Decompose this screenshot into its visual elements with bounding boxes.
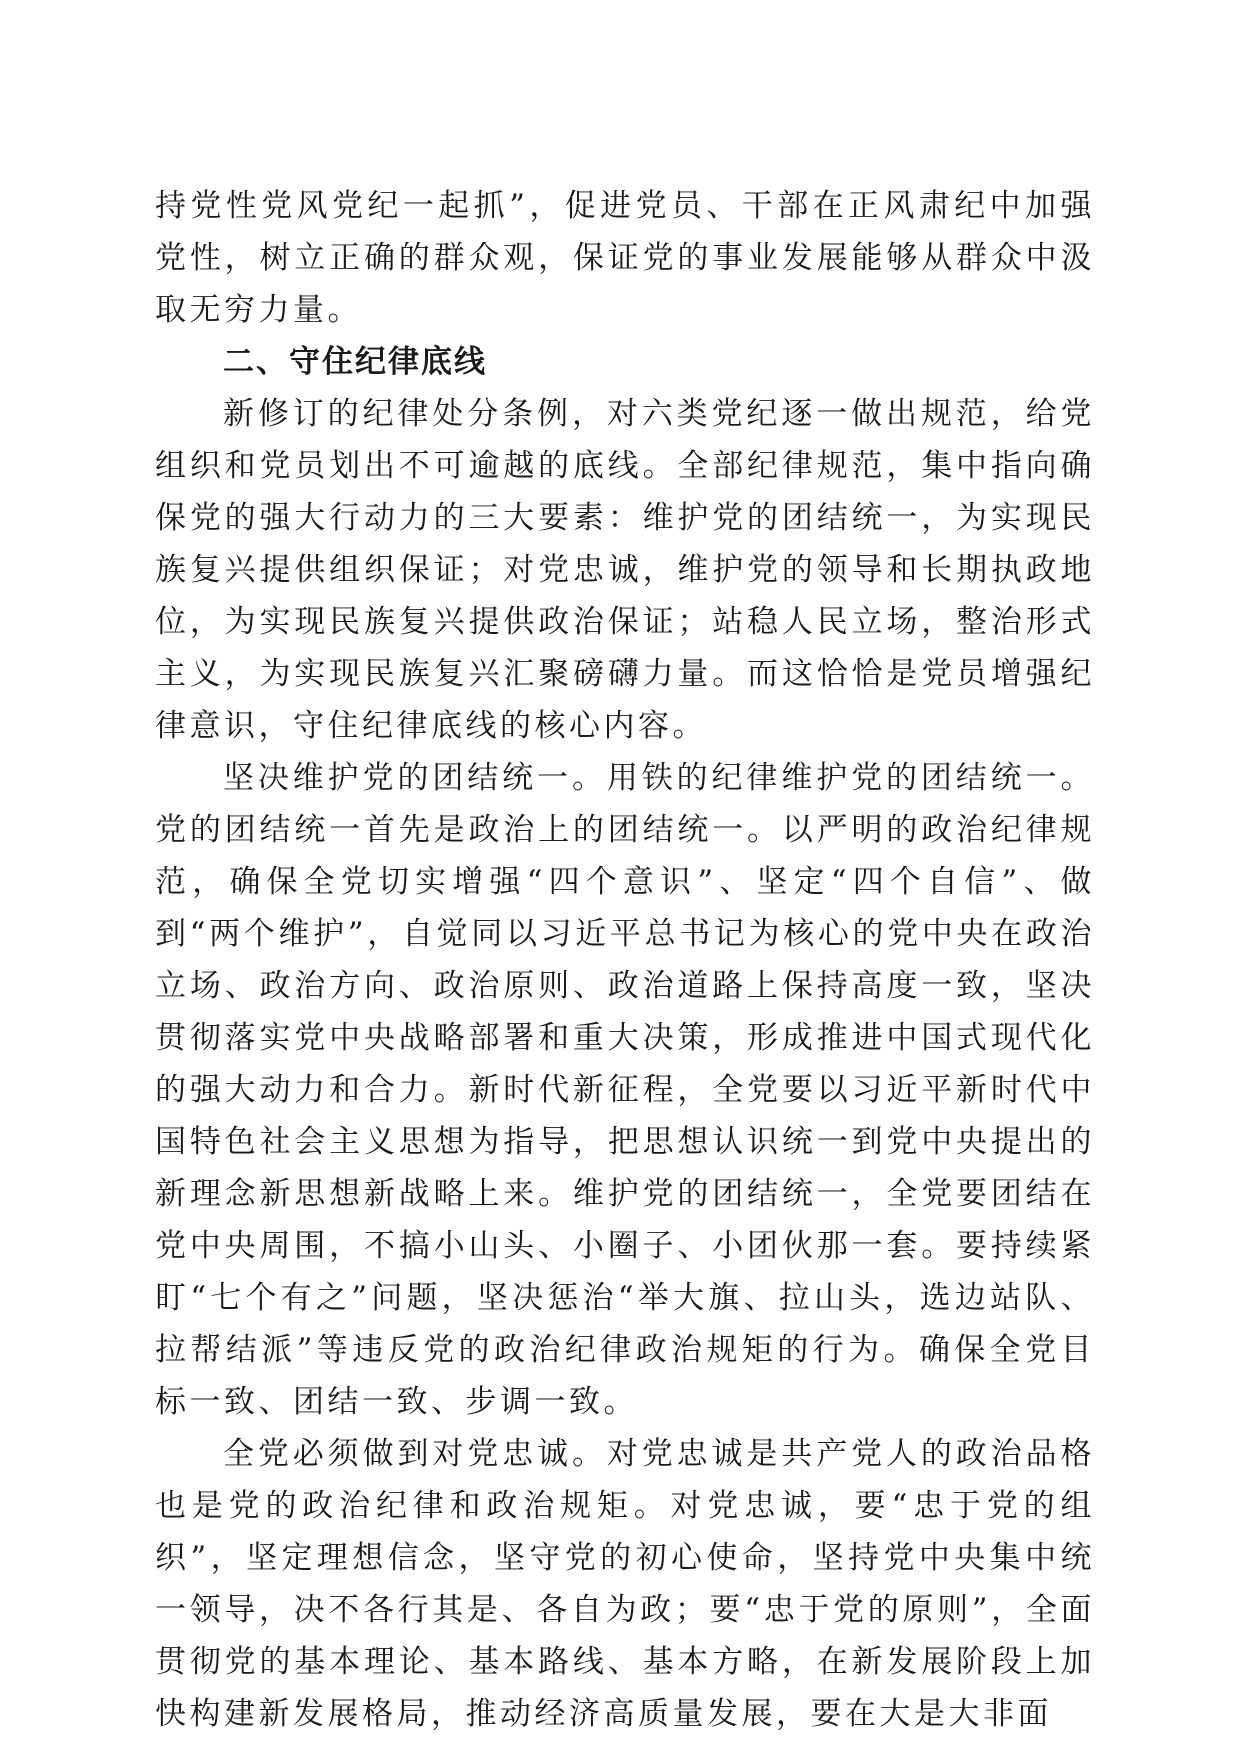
body-paragraph-2: 坚决维护党的团结统一。用铁的纪律维护党的团结统一。党的团结统一首先是政治上的团结统一。以严明的政治纪律规范，确保全党切实增强“四个意识”、坚定“四个自信”、做到“两个维护”，自觉同以习近平总书记为核心的党中央在政治立场、政治方向、政治原则、政治道路上保持高度一致，坚决贯彻落实党中央战略部署和重大决策，形成推进中国式现代化的强大动力和合力。新时代新征程，全党要以习近平新时代中国特色社会主义思想为指导，把思想认识统一到党中央提出的新理念新思想新战略上来。维护党的团结统一，全党要团结在党中央周围，不搞小山头、小圈子、小团伙那一套。要持续紧盯“七个有之”问题，坚决惩治“举大旗、拉山头，选边站队、拉帮结派”等违反党的政治纪律政治规矩的行为。确保全党目标一致、团结一致、步调一致。	[155, 760, 1095, 1420]
section-heading: 二、守住纪律底线	[223, 344, 487, 380]
document-body	[155, 180, 1095, 1740]
body-paragraph-3: 全党必须做到对党忠诚。对党忠诚是共产党人的政治品格也是党的政治纪律和政治规矩。对党忠诚，要“忠于党的组织”，坚定理想信念，坚守党的初心使命，坚持党中央集中统一领导，决不各行其是、各自为政；要“忠于党的原则”，全面贯彻党的基本理论、基本路线、基本方略，在新发展阶段上加快构建新发展格局，推动经济高质量发展，要在大是大非面	[155, 1436, 1095, 1732]
continuation-paragraph: 持党性党风党纪一起抓”，促进党员、干部在正风肃纪中加强党性，树立正确的群众观，保证党的事业发展能够从群众中汲取无穷力量。	[155, 188, 1095, 328]
body-paragraph-1: 新修订的纪律处分条例，对六类党纪逐一做出规范，给党组织和党员划出不可逾越的底线。全部纪律规范，集中指向确保党的强大行动力的三大要素：维护党的团结统一，为实现民族复兴提供组织保证；对党忠诚，维护党的领导和长期执政地位，为实现民族复兴提供政治保证；站稳人民立场，整治形式主义，为实现民族复兴汇聚磅礴力量。而这恰恰是党员增强纪律意识，守住纪律底线的核心内容。	[155, 396, 1095, 744]
